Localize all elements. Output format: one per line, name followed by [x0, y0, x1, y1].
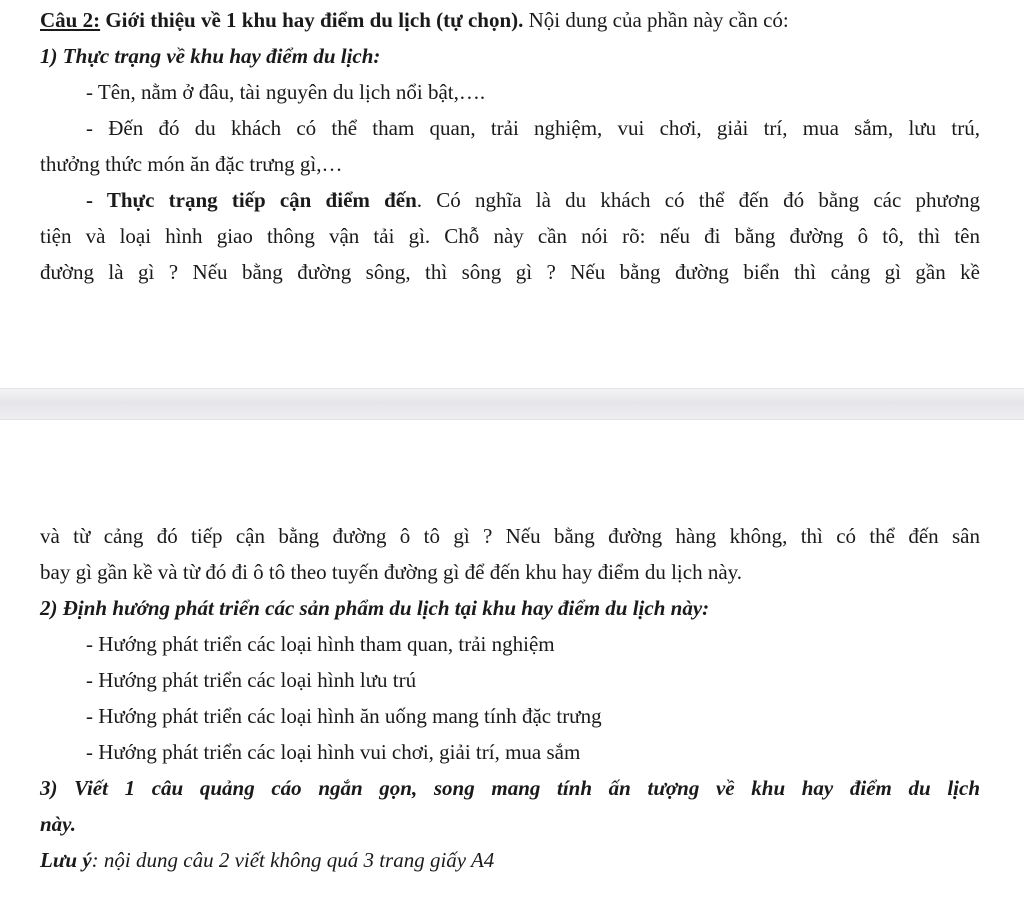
document-page-bottom — [0, 518, 1024, 878]
section1-bullet3-line1 — [0, 182, 1024, 218]
note-label: Lưu ý — [40, 848, 92, 872]
section2-item: - Hướng phát triển các loại hình tham quan, trải nghiệm — [86, 632, 555, 656]
section1-heading: 1) Thực trạng về khu hay điểm du lịch: — [40, 44, 381, 68]
section1-bullet1: - Tên, nằm ở đâu, tài nguyên du lịch nổi bật,…. — [86, 80, 486, 104]
question-label: Câu 2: — [40, 8, 101, 32]
section3-heading-line1: 3) Viết 1 câu quảng cáo ngắn gọn, song mang tính ấn tượng về khu hay điểm du lịch — [40, 776, 980, 800]
section2-item: - Hướng phát triển các loại hình ăn uống mang tính đặc trưng — [86, 704, 602, 728]
section1-bullet3-line4: và từ cảng đó tiếp cận bằng đường ô tô gì ? Nếu bằng đường hàng không, thì có thể đến sân — [40, 524, 980, 548]
note-text: : nội dung câu 2 viết không quá 3 trang giấy A4 — [91, 848, 495, 872]
section1-bullet2-line1: - Đến đó du khách có thể tham quan, trải nghiệm, vui chơi, giải trí, mua sắm, lưu trú, — [86, 116, 980, 140]
section1-bullet3-line2: tiện và loại hình giao thông vận tải gì. Chỗ này cần nói rõ: nếu đi bằng đường ô tô, thì tên — [40, 224, 980, 248]
section1-bullet3-rest: . Có nghĩa là du khách có thể đến đó bằng các phương — [416, 188, 980, 212]
question-title — [0, 2, 1024, 38]
document-page-top — [0, 2, 1024, 290]
section2-item: - Hướng phát triển các loại hình lưu trú — [86, 668, 417, 692]
section1-bullet3-line3: đường là gì ? Nếu bằng đường sông, thì sông gì ? Nếu bằng đường biển thì cảng gì gần kề — [40, 260, 980, 284]
page-break-divider — [0, 388, 1024, 420]
question-title-rest: Nội dung của phần này cần có: — [528, 8, 789, 32]
question-title-bold: Giới thiệu về 1 khu hay điểm du lịch (tự chọn). — [105, 8, 524, 32]
section3-heading-line2: này. — [40, 812, 76, 836]
section2-heading: 2) Định hướng phát triển các sản phẩm du lịch tại khu hay điểm du lịch này: — [40, 596, 710, 620]
section1-bullet3-line5: bay gì gần kề và từ đó đi ô tô theo tuyến đường gì để đến khu hay điểm du lịch này. — [40, 560, 743, 584]
note — [0, 842, 1024, 878]
section1-bullet2-line2: thưởng thức món ăn đặc trưng gì,… — [40, 152, 343, 176]
section1-bullet3-bold: - Thực trạng tiếp cận điểm đến — [86, 188, 417, 212]
section2-item: - Hướng phát triển các loại hình vui chơi, giải trí, mua sắm — [86, 740, 581, 764]
